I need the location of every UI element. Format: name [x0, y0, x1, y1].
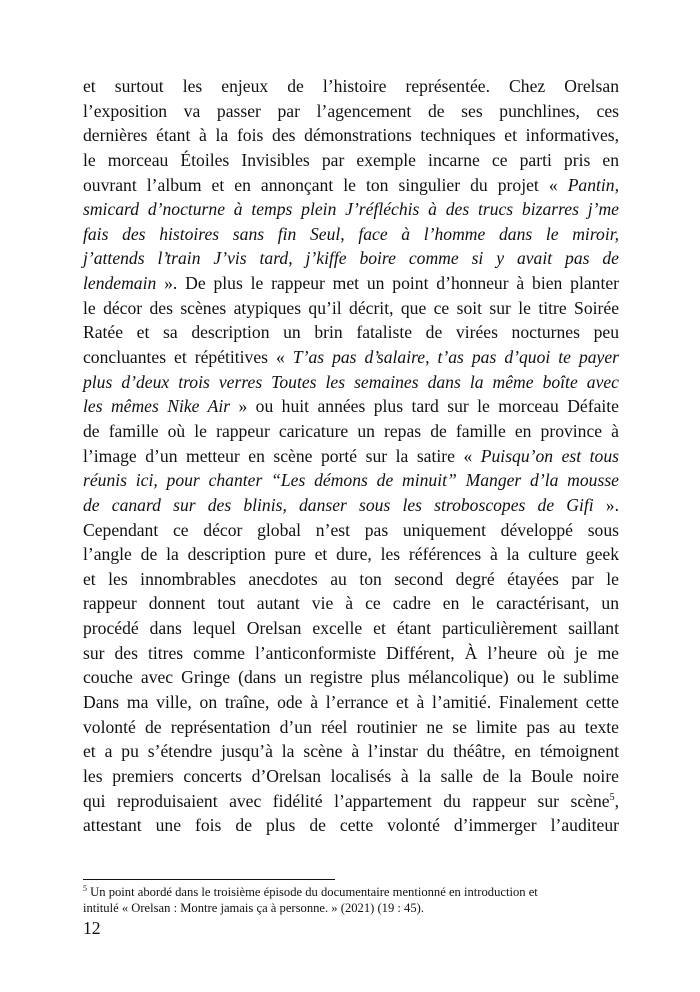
text-line: [83, 591, 619, 616]
text-run: concluantes et répétitives «: [83, 347, 293, 368]
text-line: [83, 641, 619, 666]
quoted-lyric: les mêmes Nike Air: [83, 396, 231, 417]
text-line: [83, 690, 619, 715]
text-line: [83, 148, 619, 173]
text-line: [83, 444, 619, 469]
quoted-lyric: Puisqu’on est tous: [480, 445, 619, 466]
text-run: et a pu s’étendre jusqu’à la scène à l’instar du théâtre, en témoignent: [83, 741, 619, 762]
text-run: dernières étant à la fois des démonstrations techniques et informatives,: [83, 125, 619, 146]
text-run: rappeur donnent tout autant vie à ce cadre en le caractérisant, un: [83, 593, 619, 614]
text-run: l’angle de la description pure et dure, les références à la culture geek: [83, 544, 619, 565]
text-run: Dans ma ville, on traîne, ode à l’errance et à l’amitié. Finalement cette: [83, 692, 619, 713]
text-line: [83, 665, 619, 690]
text-line: [83, 493, 619, 518]
quoted-lyric: fais des histoires sans fin Seul, face à l’homme dans le miroir,: [83, 223, 619, 244]
text-line: [83, 370, 619, 395]
quoted-lyric: T’as pas d’salaire, t’as pas d’quoi te payer: [292, 347, 619, 368]
text-run: et surtout les enjeux de l’histoire représentée. Chez Orelsan: [83, 76, 619, 96]
text-run: » ou huit années plus tard sur le morceau Défaite: [230, 396, 619, 417]
text-run: procédé dans lequel Orelsan excelle et étant particulièrement saillant: [83, 618, 619, 639]
text-run: ,: [614, 790, 619, 811]
text-line: [83, 246, 619, 271]
footnote-line-1: [83, 884, 619, 900]
text-line: [83, 123, 619, 148]
text-run: couche avec Gringe (dans un registre plus mélancolique) ou le sublime: [83, 667, 619, 688]
footnote-line-2: intitulé « Orelsan : Montre jamais ça à personne. » (2021) (19 : 45).: [83, 901, 424, 915]
text-run: attestant une fois de plus de cette volonté d’immerger l’auditeur: [83, 815, 619, 836]
text-line: [83, 296, 619, 321]
text-run: l’image d’un metteur en scène porté sur la satire «: [83, 445, 481, 466]
quoted-lyric: Pantin,: [567, 174, 619, 195]
text-line: [83, 197, 619, 222]
quoted-lyric: lendemain: [83, 273, 157, 294]
page-number: 12: [83, 918, 101, 938]
text-run: les premiers concerts d’Orelsan localisés à la salle de la Boule noire: [83, 765, 619, 786]
text-run: Cependant ce décor global n’est pas uniquement développé sous: [83, 519, 619, 540]
text-run: Ratée et sa description un brin fataliste de virées nocturnes peu: [83, 322, 619, 343]
text-line: [83, 813, 619, 838]
body-paragraph: [83, 74, 619, 838]
text-run: de famille où le rappeur caricature un repas de famille en province à: [83, 420, 619, 441]
footnote-reference: 5: [609, 791, 615, 803]
text-line: [83, 616, 619, 641]
text-line: [83, 419, 619, 444]
text-run: ». De plus le rappeur met un point d’honneur à bien planter: [156, 273, 619, 294]
text-line: [83, 222, 619, 247]
quoted-lyric: réunis ici, pour chanter “Les démons de minuit” Manger d’la mousse: [83, 470, 619, 491]
text-line: [83, 468, 619, 493]
text-line: [83, 764, 619, 789]
text-run: et les innombrables anecdotes au ton second degré étayées par le: [83, 568, 619, 589]
footnote-marker: 5: [83, 884, 87, 893]
quoted-lyric: smicard d’nocturne à temps plein J’réfléchis à des trucs bizarres j’me: [83, 199, 619, 220]
text-line: [83, 542, 619, 567]
text-run: le morceau Étoiles Invisibles par exemple incarne ce parti pris en: [83, 149, 619, 170]
text-line: [83, 715, 619, 740]
text-line: [83, 789, 619, 814]
text-run: volonté de représentation d’un réel routinier ne se limite pas au texte: [83, 716, 619, 737]
text-run: ».: [593, 494, 619, 515]
text-run: qui reproduisaient avec fidélité l’appartement du rappeur sur scène: [83, 790, 610, 811]
text-line: [83, 394, 619, 419]
quoted-lyric: de canard sur des blinis, danser sous les stroboscopes de Gifi: [83, 494, 594, 515]
text-line: [83, 518, 619, 543]
footnote: [83, 884, 619, 916]
text-line: [83, 99, 619, 124]
footnote-text-1: Un point abordé dans le troisième épisode du documentaire mentionné en introduction et: [87, 885, 538, 899]
text-line: [83, 271, 619, 296]
text-run: sur des titres comme l’anticonformiste Différent, À l’heure où je me: [83, 642, 619, 663]
text-line: [83, 320, 619, 345]
text-line: [83, 173, 619, 198]
text-run: ouvrant l’album et en annonçant le ton singulier du projet «: [83, 174, 568, 195]
text-line: [83, 567, 619, 592]
text-run: l’exposition va passer par l’agencement de ses punchlines, ces: [83, 100, 619, 121]
text-line: [83, 345, 619, 370]
quoted-lyric: plus d’deux trois verres Toutes les semaines dans la même boîte avec: [83, 371, 619, 392]
text-line: [83, 74, 619, 99]
quoted-lyric: j’attends l’train J’vis tard, j’kiffe boire comme si y avait pas de: [83, 248, 619, 269]
footnote-separator: [83, 879, 335, 880]
text-run: le décor des scènes atypiques qu’il décrit, que ce soit sur le titre Soirée: [83, 297, 619, 318]
text-line: [83, 739, 619, 764]
